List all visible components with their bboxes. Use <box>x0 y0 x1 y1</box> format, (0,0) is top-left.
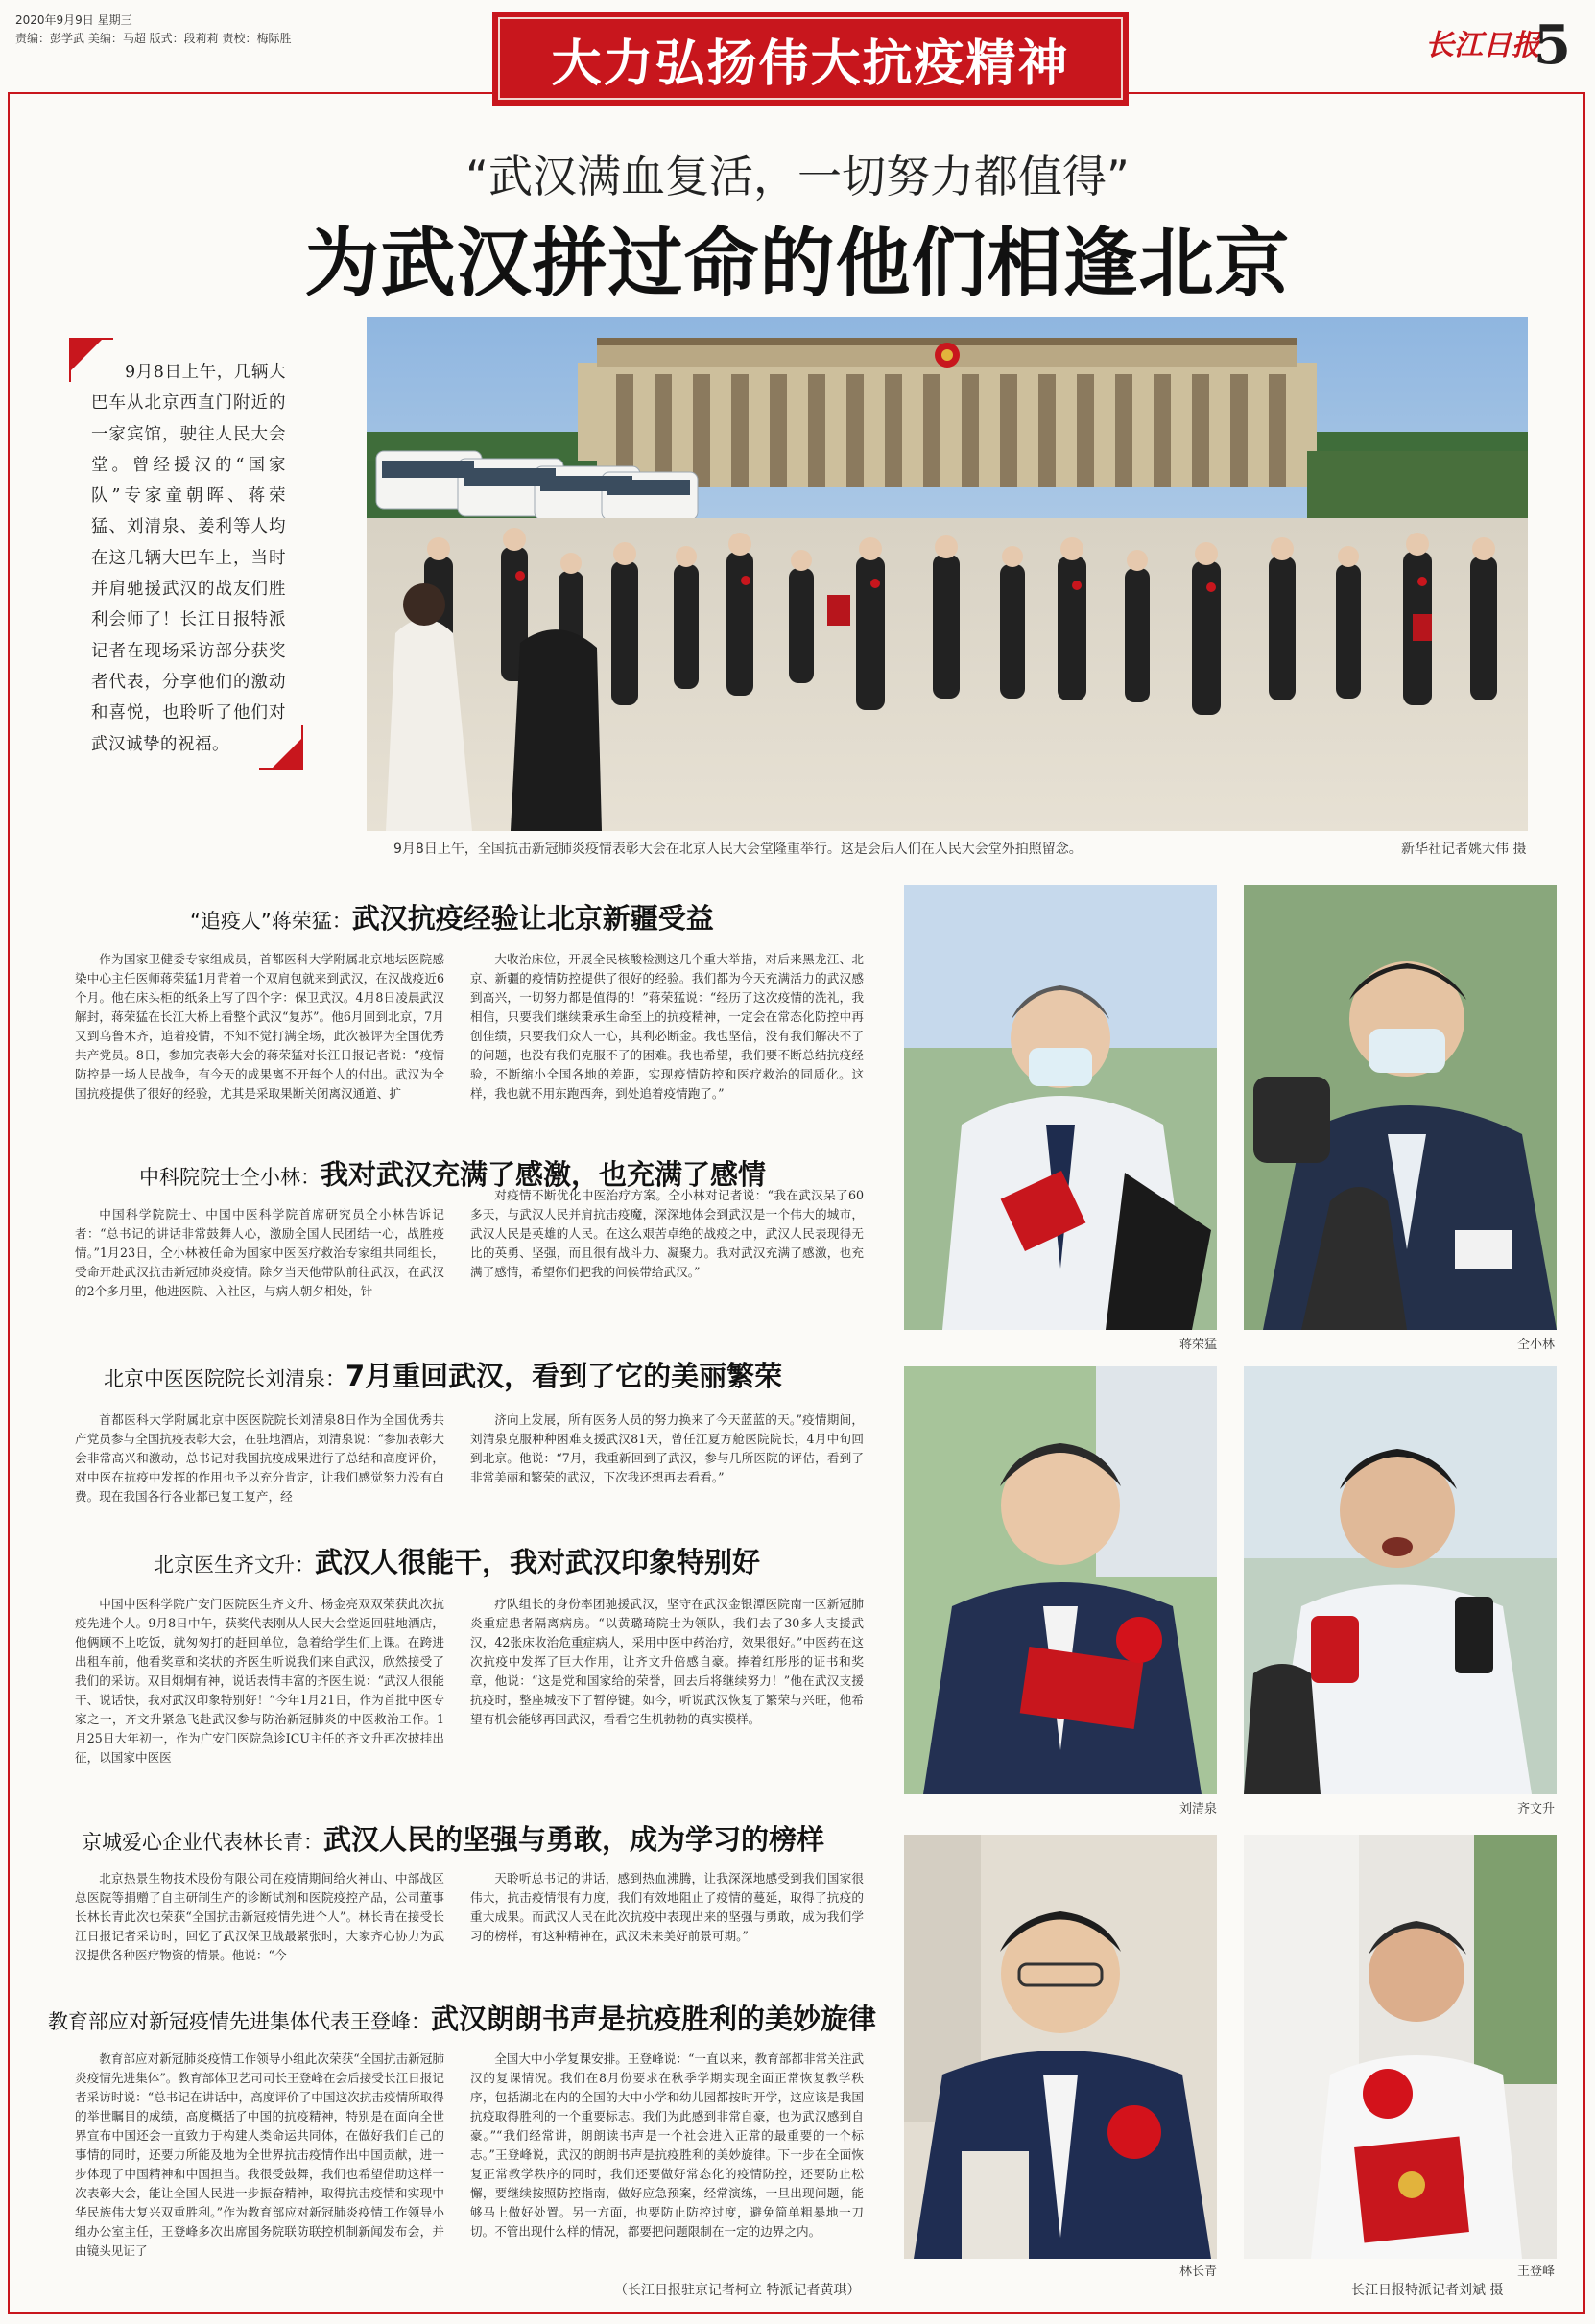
section-title-main: 武汉人很能干，我对武汉印象特别好 <box>315 1546 761 1578</box>
section-title-prefix: “追疫人”蒋荣猛： <box>190 910 352 933</box>
section-body: 济向上发展，所有医务人员的努力换来了今天蓝蓝的天。”疫情期间，刘清泉克服种种困难支援武汉81天，曾任江夏方舱医院院长，4月中旬回到北京。他说：“7月，我重新回到了武汉，参与几所医院的评估，看到了非常美丽和繁荣的武汉，下次我还想再去看看。” <box>470 1412 864 1484</box>
portrait-photo <box>904 885 1217 1330</box>
banner-title: 大力弘扬伟大抗疫精神 <box>551 35 1070 93</box>
section-body: 大收治床位，开展全民核酸检测这几个重大举措，对后来黑龙江、北京、新疆的疫情防控提供了很好的经验。我们都为今天充满活力的武汉感到高兴，一切努力都是值得的！”蒋荣猛说：“经历了这次疫情的洗礼，我相信，只要我们继续秉承生命至上的抗疫精神，一定会在常态化防控中再创佳绩，只要我们众人一心，其利必断金。我也坚信，没有我们解决不了的问题，也没有我们克服不了的困难。我也希望，我们要不断总结抗疫经验，不断缩小全国各地的差距，实现疫情防控和医疗救治的同质化。这样，我也就不用东跑西奔，到处追着疫情跑了。” <box>470 952 864 1101</box>
section-title <box>48 1998 876 2037</box>
section-title-prefix: 京城爱心企业代表林长青： <box>82 1831 323 1854</box>
section-title-main: 武汉人民的坚强与勇敢，成为学习的榜样 <box>323 1823 825 1856</box>
portrait-caption: 蒋荣猛 <box>1178 1338 1217 1352</box>
section-body: 中国中医科学院广安门医院医生齐文升、杨金亮双双荣获此次抗疫先进个人。9月8日中午，获奖代表刚从人民大会堂返回驻地酒店，他俩顾不上吃饭，就匆匆打的赶回单位，急着给学生们上课。在跨进出租车前，他看奖章和奖状的齐医生听说我们来自武汉，欣然接受了我们的采访。双目炯炯有神，说话表情丰富的齐医生说：“武汉人很能干、说话快，我对武汉印象特别好！”今年1月21日，作为首批中医专家之一，齐文升紧急飞赴武汉参与防治新冠肺炎的中医救治工作。1月25日大年初一，作为广安门医院急诊ICU主任的齐文升再次披挂出征，以国家中医医 <box>75 1597 444 1765</box>
section-body: 北京热景生物技术股份有限公司在疫情期间给火神山、中部战区总医院等捐赠了自主研制生产的诊断试剂和医院疫控产品，公司董事长林长青此次也荣获“全国抗击新冠疫情先进个人”。林长青在接受长江日报记者采访时，回忆了武汉保卫战最紧张时，大家齐心协力为武汉提供各种医疗物资的情景。他说：“今 <box>75 1871 444 1962</box>
section-body: 作为国家卫健委专家组成员，首都医科大学附属北京地坛医院感染中心主任医师蒋荣猛1月背着一个双肩包就来到武汉，在汉战疫近6个月。他在床头柜的纸条上写了四个字：保卫武汉。4月8日凌晨武汉解封，蒋荣猛在长江大桥上看整个武汉“复苏”。他6月回到北京，7月又到乌鲁木齐，追着疫情，不知不觉打满全场，此次被评为全国优秀共产党员。8日，参加完表彰大会的蒋荣猛对长江日报记者说：“疫情防控是一场人民战争，有今天的成果离不开每个人的付出。武汉为全国抗疫提供了很好的经验，尤其是采取果断关闭离汉通道、扩 <box>75 952 444 1101</box>
section-title-main: 武汉朗朗书声是抗疫胜利的美妙旋律 <box>431 2003 877 2035</box>
main-photo-credit: 新华社记者姚大伟 摄 <box>1401 842 1527 857</box>
section-title <box>82 1818 824 1858</box>
section-title-prefix: 北京中医医院院长刘清泉： <box>104 1367 345 1390</box>
staff-line: 责编：彭学武 美编：马超 版式：段莉莉 责校：梅际胜 <box>15 32 292 45</box>
section-title <box>190 897 714 937</box>
section-title-main: 我对武汉充满了感激，也充满了感情 <box>321 1158 767 1191</box>
section-banner <box>492 12 1129 106</box>
article-headline: 为武汉拼过命的他们相逢北京 <box>304 221 1291 307</box>
section-title-main: 7月重回武汉，看到了它的美丽繁荣 <box>345 1360 783 1392</box>
portrait-photo <box>904 1835 1217 2259</box>
portrait-photo <box>904 1366 1217 1794</box>
date-line: 2020年9月9日 星期三 <box>15 13 132 27</box>
section-body: 中国科学院院士、中国中医科学院首席研究员仝小林告诉记者：“总书记的讲话非常鼓舞人心，激励全国人民团结一心，战胜疫情。”1月23日，仝小林被任命为国家中医医疗救治专家组共同组长，受命开赴武汉抗击新冠肺炎疫情。除夕当天他带队前往武汉，在武汉的2个多月里，他进医院、入社区，与病人朝夕相处，针 <box>75 1207 444 1298</box>
section-body: 天聆听总书记的讲话，感到热血沸腾，让我深深地感受到我们国家很伟大，抗击疫情很有力度，我们有效地阻止了疫情的蔓延，取得了抗疫的重大成果。而武汉人民在此次抗疫中表现出来的坚强与勇敢，成为我们学习的榜样，有这种精神在，武汉未来美好前景可期。” <box>470 1871 864 1943</box>
reporter-credit: （长江日报驻京记者柯立 特派记者黄琪） <box>614 2283 861 2298</box>
main-photo-caption: 9月8日上午，全国抗击新冠肺炎疫情表彰大会在北京人民大会堂隆重举行。这是会后人们在人民大会堂外拍照留念。 <box>393 842 1083 857</box>
portrait-caption: 刘清泉 <box>1178 1802 1217 1816</box>
page-meta <box>15 12 291 48</box>
section-title-prefix: 中科院院士仝小林： <box>139 1166 321 1189</box>
portrait-caption: 齐文升 <box>1516 1802 1555 1816</box>
section-title <box>154 1541 760 1580</box>
corner-decoration <box>271 737 303 770</box>
main-photo <box>367 317 1528 831</box>
section-title-main: 武汉抗疫经验让北京新疆受益 <box>351 902 714 935</box>
portrait-photo <box>1244 1366 1557 1794</box>
portrait-photo <box>1244 1835 1557 2259</box>
newspaper-masthead: 长江日报 <box>1425 29 1540 62</box>
section-body: 教育部应对新冠肺炎疫情工作领导小组此次荣获“全国抗击新冠肺炎疫情先进集体”。教育部体卫艺司司长王登峰在会后接受长江日报记者采访时说：“总书记在讲话中，高度评价了中国这次抗击疫情所取得的举世瞩目的成绩，高度概括了中国的抗疫精神，特别是在面向全世界宣布中国还会一直致力于构建人类命运共同体，在做好我们自己的事情的同时，还要力所能及地为全世界抗击疫情作出中国贡献，进一步体现了中国精神和中国担当。我很受鼓舞，我们也希望借助这样一次表彰大会，能让全国人民进一步振奋精神，取得抗击疫情和实现中华民族伟大复兴双重胜利。”作为教育部应对新冠肺炎疫情工作领导小组办公室主任，王登峰多次出席国务院联防联控机制新闻发布会，并由镜头见证了 <box>75 2051 444 2258</box>
section-title-prefix: 教育部应对新冠疫情先进集体代表王登峰： <box>48 2010 431 2033</box>
section-body: 全国大中小学复课安排。王登峰说：“一直以来，教育部都非常关注武汉的复课情况。我们在8月份要求在秋季学期实现全面正常恢复教学秩序，包括湖北在内的全国的大中小学和幼儿园都按时开学，这应该是我国抗疫取得胜利的一个重要标志。我们为此感到非常自豪，也为武汉感到自豪。”“我们经常讲，朗朗读书声是一个社会进入正常的最重要的一个标志。”王登峰说，武汉的朗朗书声是抗疫胜利的美妙旋律。下一步在全面恢复正常教学秩序的同时，我们还要做好常态化的疫情防控，还要防止松懈，要继续按照防控指南，做好应急预案，经常演练，一旦出现问题，能够马上做好处置。另一方面，也要防止防控过度，避免简单粗暴地一刀切。不管出现什么样的情况，都要把问题限制在一定的边界之内。 <box>470 2051 864 2239</box>
article-subhead: “武汉满血复活，一切努力都值得” <box>465 151 1130 202</box>
section-title-prefix: 北京医生齐文升： <box>154 1553 315 1577</box>
portrait-caption: 林长青 <box>1178 2265 1217 2279</box>
page-number: 5 <box>1534 13 1571 77</box>
portrait-photo <box>1244 885 1557 1330</box>
section-body: 对疫情不断优化中医治疗方案。仝小林对记者说：“我在武汉呆了60多天，与武汉人民并肩抗击疫魔，深深地体会到武汉是一个伟大的城市，武汉人民是英雄的人民。在这么艰苦卓绝的战疫之中，武汉人民表现得无比的英勇、坚强，而且很有战斗力、凝聚力。我对武汉充满了感激，也充满了感情，希望你们把我的问候带给武汉。” <box>470 1188 864 1279</box>
photos-credit: 长江日报特派记者刘斌 摄 <box>1351 2283 1504 2298</box>
section-body: 疗队组长的身份率团驰援武汉，坚守在武汉金银潭医院南一区新冠肺炎重症患者隔离病房。“以黄璐琦院士为领队，我们去了30多人支援武汉，42张床收治危重症病人，采用中医中药治疗，效果很好。”中医药在这次抗疫中发挥了巨大作用，让齐文升倍感自豪。捧着红彤彤的证书和奖章，他说：“这是党和国家给的荣誉，回去后将继续努力！”他在武汉支援抗疫时，整座城按下了暂停键。如今，听说武汉恢复了繁荣与兴旺，他希望有机会能够再回武汉，看看它生机勃勃的真实模样。 <box>470 1597 864 1726</box>
portrait-caption: 王登峰 <box>1516 2265 1555 2279</box>
article-intro: 9月8日上午，几辆大巴车从北京西直门附近的一家宾馆，驶往人民大会堂。曾经援汉的“国家队”专家童朝晖、蒋荣猛、刘清泉、姜利等人均在这几辆大巴车上，当时并肩驰援武汉的战友们胜利会师了！长江日报特派记者在现场采访部分获奖者代表，分享他们的激动和喜悦，也聆听了他们对武汉诚挚的祝福。 <box>91 363 286 754</box>
portrait-caption: 仝小林 <box>1516 1338 1555 1352</box>
section-title <box>104 1355 782 1394</box>
section-body: 首都医科大学附属北京中医医院院长刘清泉8日作为全国优秀共产党员参与全国抗疫表彰大会，在驻地酒店，刘清泉说：“参加表彰大会非常高兴和激动，总书记对我国抗疫成果进行了总结和高度评价，对中医在抗疫中发挥的作用也予以充分肯定，让我们感觉努力没有白费。现在我国各行各业都已复工复产，经 <box>75 1412 444 1504</box>
